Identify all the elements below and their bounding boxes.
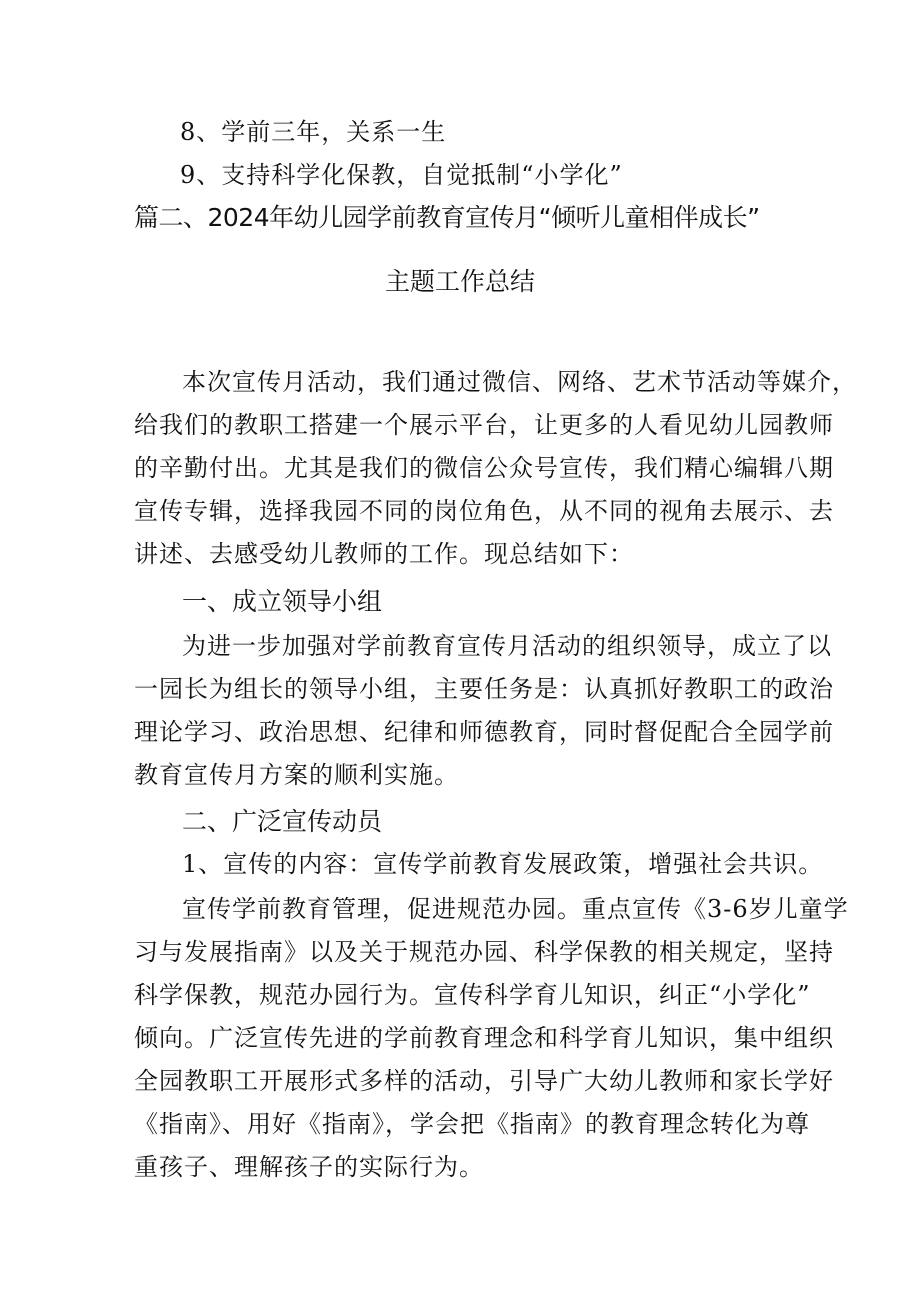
- section1-paragraph-line-1: 为进一步加强对学前教育宣传月活动的组织领导，成立了以: [182, 632, 832, 660]
- intro-paragraph-line-1: 本次宣传月活动，我们通过微信、网络、艺术节活动等媒介，: [182, 368, 857, 396]
- list-item-9: 9、支持科学化保教，自觉抵制“小学化”: [180, 161, 623, 189]
- section2-paragraph-line-7: 重孩子、理解孩子的实际行为。: [134, 1153, 484, 1181]
- section1-paragraph-line-3: 理论学习、政治思想、纪律和师德教育，同时督促配合全园学前: [134, 718, 834, 746]
- intro-paragraph-line-5: 讲述、去感受幼儿教师的工作。现总结如下：: [134, 540, 634, 568]
- section2-paragraph-line-5: 全园教职工开展形式多样的活动，引导广大幼儿教师和家长学好: [134, 1067, 834, 1095]
- intro-paragraph-line-2: 给我们的教职工搭建一个展示平台，让更多的人看见幼儿园教师: [134, 411, 834, 439]
- intro-paragraph-line-4: 宣传专辑，选择我园不同的岗位角色，从不同的视角去展示、去: [134, 497, 834, 525]
- list-item-8: 8、学前三年，关系一生: [180, 118, 447, 146]
- document-title-line-2: 主题工作总结: [384, 267, 535, 296]
- section-heading-1: 一、成立领导小组: [182, 587, 383, 616]
- intro-paragraph-line-3: 的辛勤付出。尤其是我们的微信公众号宣传，我们精心编辑八期: [134, 454, 834, 482]
- section2-paragraph-line-6: 《指南》、用好《指南》，学会把《指南》的教育理念转化为尊: [134, 1110, 810, 1138]
- section-heading-2: 二、广泛宣传动员: [182, 807, 383, 836]
- section1-paragraph-line-2: 一园长为组长的领导小组，主要任务是：认真抓好教职工的政治: [134, 675, 834, 703]
- section1-paragraph-line-4: 教育宣传月方案的顺利实施。: [134, 761, 459, 789]
- section2-paragraph-line-1: 宣传学前教育管理，促进规范办园。重点宣传《3-6岁儿童学: [182, 895, 849, 923]
- document-title-line-1: 篇二、2024年幼儿园学前教育宣传月“倾听儿童相伴成长”: [134, 203, 760, 232]
- section2-paragraph-line-2: 习与发展指南》以及关于规范办园、科学保教的相关规定，坚持: [134, 938, 834, 966]
- section2-paragraph-line-3: 科学保教，规范办园行为。宣传科学育儿知识，纠正“小学化”: [134, 981, 811, 1009]
- section2-subheading-1: 1、宣传的内容：宣传学前教育发展政策，增强社会共识。: [182, 850, 824, 878]
- section2-paragraph-line-4: 倾向。广泛宣传先进的学前教育理念和科学育儿知识，集中组织: [134, 1024, 834, 1052]
